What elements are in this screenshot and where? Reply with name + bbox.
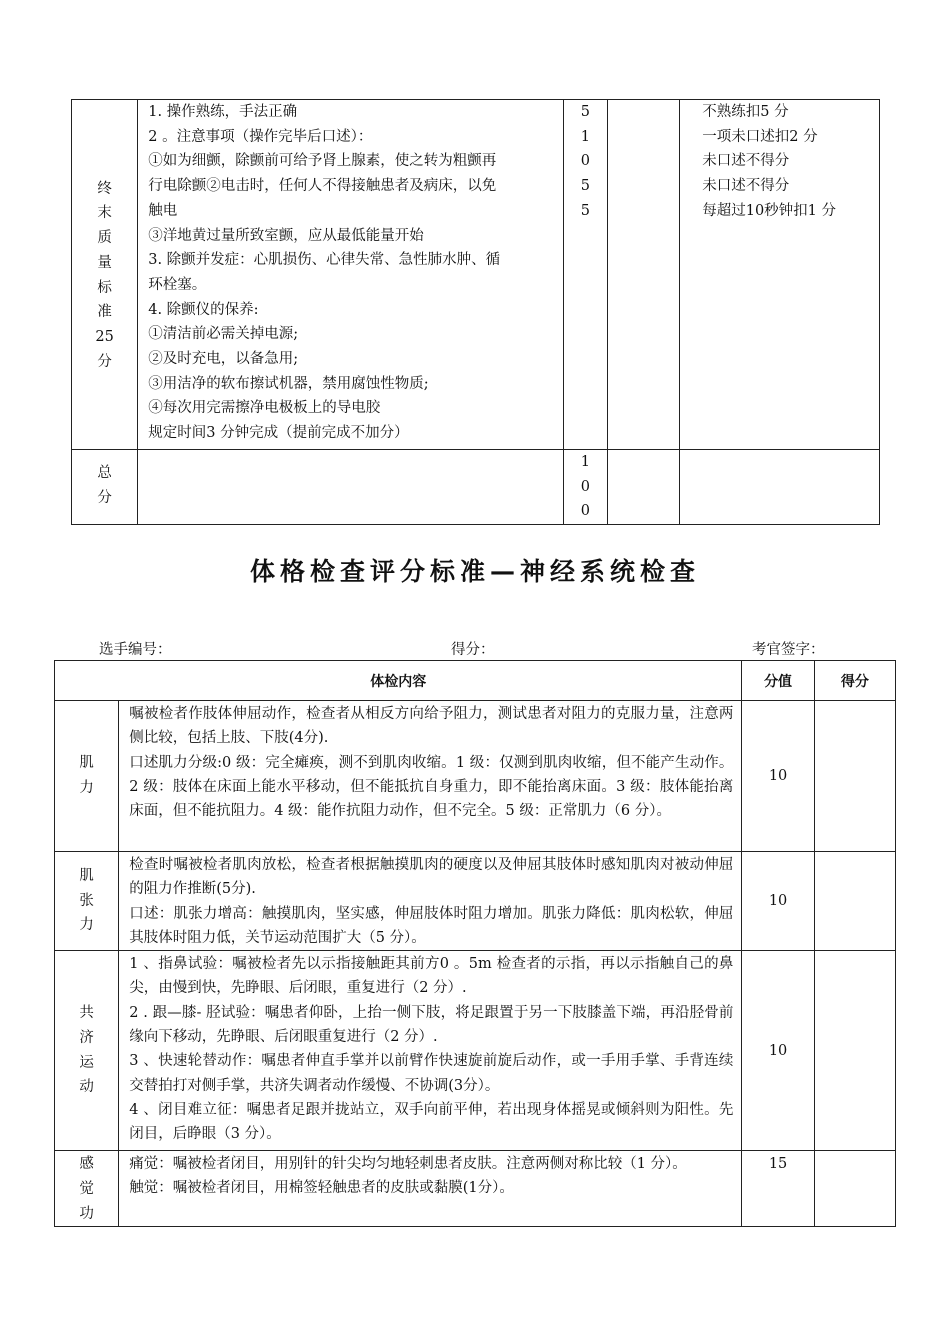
category-char: 力 xyxy=(79,917,94,934)
category-char: 共 xyxy=(79,1005,94,1022)
content-line: ③用洁净的软布擦试机器，禁用腐蚀性物质; xyxy=(148,375,429,392)
score-label: 得分： xyxy=(451,642,495,658)
row-content-cell xyxy=(119,701,742,852)
row-category xyxy=(55,1001,118,1100)
category-char: 标 xyxy=(97,279,112,296)
table-row xyxy=(55,951,896,1151)
category-char: 量 xyxy=(97,254,112,271)
content-paragraph: 口述：肌张力增高：触摸肌肉，坚实感，伸屈肢体时阻力增加。肌张力降低：肌肉松软，伸屈其肢体时阻力低，关节运动范围扩大（5 分）。 xyxy=(129,905,734,946)
category-char: 末 xyxy=(97,205,112,222)
content-paragraph: 4 、闭目难立征：嘱患者足跟并拢站立，双手向前平伸，若出现身体摇晃或倾斜则为阳性。先闭目，后睁眼（3 分）。 xyxy=(129,1101,734,1143)
category-char: 觉 xyxy=(79,1180,94,1197)
content-line: ③洋地黄过量所致室颤，应从最低能量开始 xyxy=(148,227,424,244)
points-digit: 0 xyxy=(580,153,590,170)
header-points: 分值 xyxy=(742,661,814,701)
final-quality-content xyxy=(148,100,555,446)
row-category-cell xyxy=(55,1151,119,1227)
contestant-number-label: 选手编号： xyxy=(99,642,172,658)
table-header-row xyxy=(55,661,896,701)
row-score-cell[interactable] xyxy=(814,852,895,951)
row-content-cell xyxy=(119,951,742,1151)
row-points: 10 xyxy=(742,701,814,852)
final-quality-deduction-cell xyxy=(680,100,880,450)
content-paragraph: 口述肌力分级:0 级：完全瘫痪，测不到肌肉收缩。1 级：仅测到肌肉收缩，但不能产生动作。2 级：肢体在床面上能水平移动，但不能抵抗自身重力，即不能抬离床面。3 级：肢体能抬离床面，但不能抗阻力。4 级：能作抗阻力动作，但不完全。5 级：正常肌力（6 分）。 xyxy=(129,754,734,820)
category-char: 肌 xyxy=(79,868,94,885)
deduction-line: 每超过10秒钟扣1 分 xyxy=(702,202,837,219)
category-char: 分 xyxy=(97,353,112,370)
content-line: ①如为细颤，除颤前可给予肾上腺素，使之转为粗颤再 xyxy=(148,153,497,170)
total-label-char: 总 xyxy=(97,465,112,481)
final-quality-content-cell xyxy=(138,100,564,450)
content-line: 2 。注意事项（操作完毕后口述）： xyxy=(148,128,373,145)
row-content-cell xyxy=(119,852,742,951)
category-char: 肌 xyxy=(79,755,94,772)
final-quality-score-cell[interactable] xyxy=(607,100,679,450)
final-quality-table xyxy=(71,99,880,525)
content-paragraph: 触觉：嘱被检者闭目，用棉签轻触患者的皮肤或黏膜(1分）。 xyxy=(129,1180,514,1197)
total-row xyxy=(72,450,880,525)
row-category xyxy=(55,864,118,938)
neuro-exam-table xyxy=(54,660,896,1227)
table-row xyxy=(55,852,896,951)
content-line: ④每次用完需擦净电极板上的导电胶 xyxy=(148,400,381,417)
points-digit: 5 xyxy=(580,178,590,195)
row-score-cell[interactable] xyxy=(814,951,895,1151)
points-digit: 5 xyxy=(580,104,590,120)
category-char: 质 xyxy=(97,230,112,247)
points-digit: 1 xyxy=(580,128,590,145)
category-char: 25 xyxy=(95,328,114,345)
content-line: 行电除颤②电击时，任何人不得接触患者及病床，以免 xyxy=(148,178,497,195)
deduction-line: 一项未口述扣2 分 xyxy=(702,128,818,145)
header-content: 体检内容 xyxy=(55,661,742,701)
row-points: 10 xyxy=(742,951,814,1151)
final-quality-row xyxy=(72,100,880,450)
category-char: 动 xyxy=(79,1079,94,1096)
row-points: 10 xyxy=(742,852,814,951)
row-category-cell xyxy=(55,701,119,852)
table-row xyxy=(55,1151,896,1227)
examiner-signature-label: 考官签字： xyxy=(752,642,825,658)
content-paragraph: 痛觉：嘱被检者闭目，用别针的针尖均匀地轻刺患者皮肤。注意两侧对称比较（1 分）。 xyxy=(129,1156,687,1173)
final-quality-deductions xyxy=(702,100,879,224)
content-line: 4. 除颤仪的保养: xyxy=(148,301,259,318)
category-char: 济 xyxy=(79,1029,94,1046)
content-paragraph: 1 、指鼻试验：嘱被检者先以示指接触距其前方0 。5m 检查者的示指，再以示指触自己的鼻尖，由慢到快，先睁眼、后闭眼，重复进行（2 分）. xyxy=(129,956,734,997)
category-char: 准 xyxy=(97,304,112,321)
row-content-cell xyxy=(119,1151,742,1227)
total-points xyxy=(564,450,607,524)
row-content xyxy=(119,852,741,950)
category-char: 张 xyxy=(79,892,94,909)
row-points: 15 xyxy=(742,1151,814,1227)
content-line: 1. 操作熟练，手法正确 xyxy=(148,104,298,120)
content-line: ②及时充电，以备急用; xyxy=(148,351,299,368)
row-category-cell xyxy=(55,951,119,1151)
content-line: 环栓塞。 xyxy=(148,276,207,293)
total-points-cell xyxy=(563,450,607,525)
final-quality-category xyxy=(72,175,137,375)
total-score-cell[interactable] xyxy=(607,450,679,525)
row-content xyxy=(119,1151,741,1201)
total-content-cell xyxy=(138,450,564,525)
content-line: 规定时间3 分钟完成（提前完成不加分） xyxy=(148,425,409,442)
total-label-char: 分 xyxy=(97,489,112,506)
category-char: 终 xyxy=(97,180,112,197)
category-char: 感 xyxy=(79,1156,94,1173)
category-char: 运 xyxy=(79,1054,94,1071)
total-label xyxy=(72,450,137,510)
content-paragraph: 3 、快速轮替动作：嘱患者伸直手掌并以前臂作快速旋前旋后动作，或一手用手掌、手背连续交替拍打对侧手掌，共济失调者动作缓慢、不协调(3分）。 xyxy=(129,1053,734,1094)
header-score: 得分 xyxy=(814,661,895,701)
content-paragraph: 嘱被检者作肢体伸屈动作，检查者从相反方向给予阻力，测试患者对阻力的克服力量，注意两侧比较，包括上肢、下肢(4分). xyxy=(129,706,734,747)
deduction-line: 不熟练扣5 分 xyxy=(702,104,789,120)
total-label-cell xyxy=(72,450,138,525)
table-row xyxy=(55,701,896,852)
content-line: ①清洁前必需关掉电源; xyxy=(148,326,299,343)
content-line: 触电 xyxy=(148,202,178,219)
total-points-digit: 0 xyxy=(580,478,590,495)
row-content xyxy=(119,951,741,1146)
content-paragraph: 检查时嘱被检者肌肉放松，检查者根据触摸肌肉的硬度以及伸屈其肢体时感知肌肉对被动伸屈的阻力作推断(5分). xyxy=(129,857,734,898)
content-line: 3. 除颤并发症：心肌损伤、心律失常、急性肺水肿、循 xyxy=(148,252,501,269)
deduction-line: 未口述不得分 xyxy=(702,178,790,195)
category-char: 功 xyxy=(79,1205,94,1222)
category-char: 力 xyxy=(79,780,94,796)
row-category xyxy=(55,1151,118,1226)
total-note-cell xyxy=(680,450,880,525)
row-content xyxy=(119,701,741,823)
points-digit: 5 xyxy=(580,202,590,219)
total-points-digit: 0 xyxy=(580,503,590,519)
deduction-line: 未口述不得分 xyxy=(702,153,790,170)
page-title: 体格检查评分标准—神经系统检查 xyxy=(249,557,700,586)
final-quality-points xyxy=(564,100,607,224)
row-score-cell[interactable] xyxy=(814,701,895,852)
final-quality-points-cell xyxy=(563,100,607,450)
row-score-cell[interactable] xyxy=(814,1151,895,1227)
row-category xyxy=(55,751,118,800)
row-category-cell xyxy=(55,852,119,951)
content-paragraph: 2 . 跟—膝- 胫试验：嘱患者仰卧，上抬一侧下肢，将足跟置于另一下肢膝盖下端，再沿胫骨前缘向下移动，先睁眼、后闭眼重复进行（2 分）. xyxy=(129,1004,734,1046)
total-points-digit: 1 xyxy=(580,454,590,470)
final-quality-category-cell xyxy=(72,100,138,450)
